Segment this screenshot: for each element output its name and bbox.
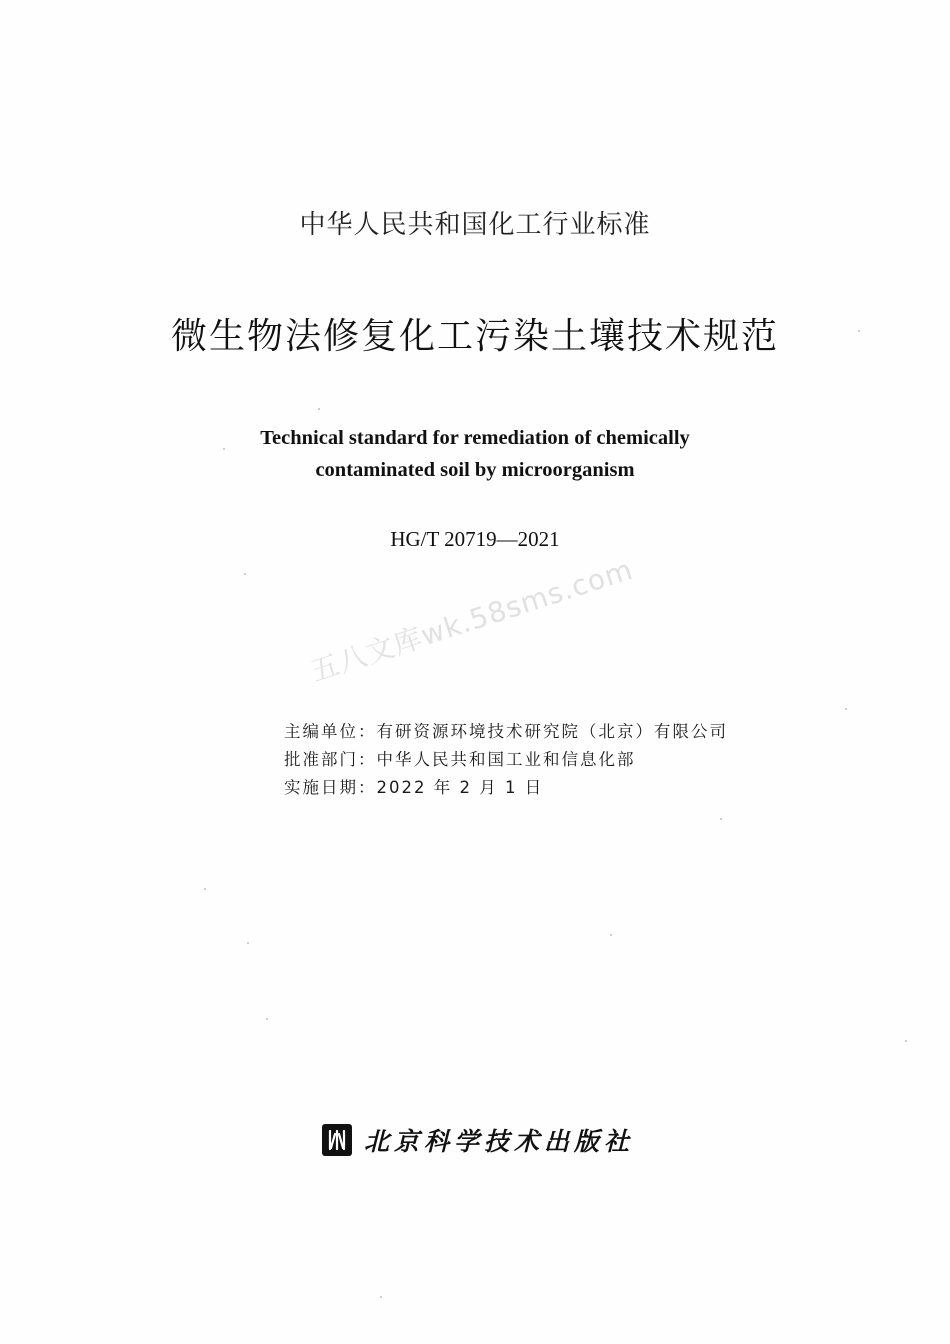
document-title-cn: 微生物法修复化工污染土壤技术规范 [170, 316, 779, 357]
document-title-en-line1: Technical standard for remediation of chemically [260, 427, 690, 449]
scan-speck [247, 942, 249, 944]
scan-speck [318, 408, 320, 410]
watermark: 五八文库wk.58sms.com [306, 552, 638, 689]
document-title-en [0, 422, 950, 486]
scan-speck [244, 573, 246, 575]
standard-code: HG/T 20719—2021 [390, 527, 560, 551]
scan-speck [905, 1040, 907, 1042]
scan-speck [266, 1018, 268, 1020]
publisher [322, 1122, 634, 1158]
publisher-logo-icon [322, 1124, 352, 1156]
publication-info [284, 718, 728, 802]
effective-date: 实施日期：2022 年 2 月 1 日 [284, 778, 544, 797]
editor-unit: 主编单位：有研资源环境技术研究院（北京）有限公司 [284, 722, 728, 741]
scan-speck [204, 888, 206, 890]
scan-speck [720, 818, 722, 820]
scan-speck [845, 708, 847, 710]
industry-standard-heading: 中华人民共和国化工行业标准 [299, 210, 651, 240]
document-title-en-line2: contaminated soil by microorganism [315, 459, 635, 481]
publisher-name: 北京科学技术出版社 [364, 1127, 635, 1156]
scan-speck [380, 1296, 382, 1298]
approving-department: 批准部门：中华人民共和国工业和信息化部 [284, 750, 636, 769]
scan-speck [610, 934, 612, 936]
